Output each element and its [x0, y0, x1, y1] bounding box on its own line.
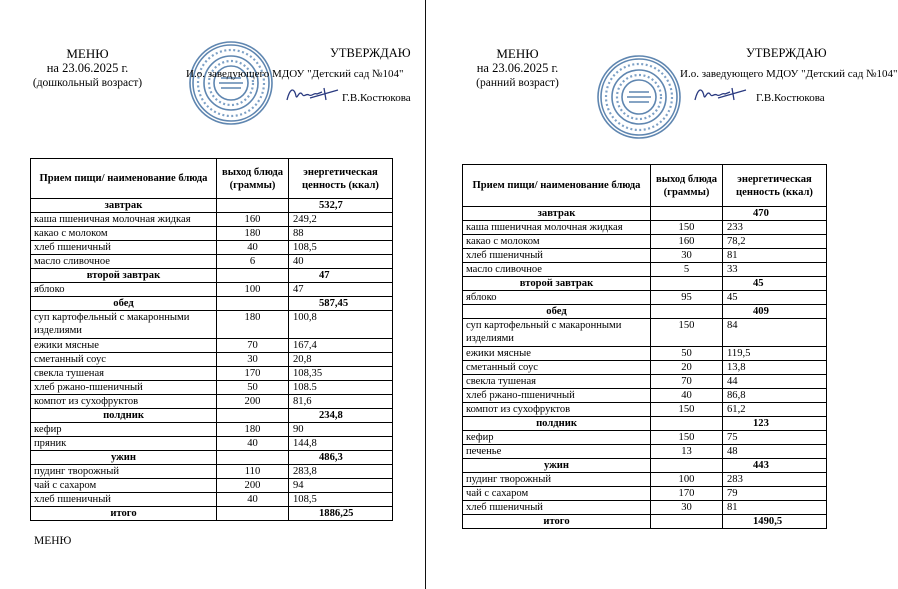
- dish-name: масло сливочное: [463, 263, 651, 277]
- dish-row: [463, 361, 827, 375]
- meal-name: обед: [463, 305, 651, 319]
- dish-name: пряник: [31, 437, 217, 451]
- meal-row: [463, 459, 827, 473]
- dish-name: яблоко: [31, 283, 217, 297]
- approval-block: [186, 0, 425, 110]
- dish-yield: 30: [651, 249, 723, 263]
- dish-name: хлеб пшеничный: [31, 493, 217, 507]
- meal-energy-total: 470: [723, 207, 827, 221]
- meal-row: [463, 277, 827, 291]
- dish-yield: 40: [217, 437, 289, 451]
- dish-energy: 61,2: [723, 403, 827, 417]
- dish-energy: 108.5: [289, 381, 393, 395]
- dish-name: кефир: [463, 431, 651, 445]
- meal-energy-total: 45: [723, 277, 827, 291]
- dish-row: [463, 501, 827, 515]
- meal-row: [31, 269, 393, 283]
- meal-energy-total: 587,45: [289, 297, 393, 311]
- dish-row: [31, 423, 393, 437]
- meal-row: [31, 409, 393, 423]
- column-header-energy: энергетическая ценность (ккал): [723, 165, 827, 207]
- dish-name: какао с молоком: [463, 235, 651, 249]
- dish-energy: 81: [723, 249, 827, 263]
- column-header-dish: Прием пищи/ наименование блюда: [31, 159, 217, 199]
- dish-row: [463, 291, 827, 305]
- approval-organization: И.о. заведующего МДОУ "Детский сад №104": [186, 68, 404, 80]
- menu-table: [462, 164, 827, 529]
- dish-yield: 50: [217, 381, 289, 395]
- dish-energy: 40: [289, 255, 393, 269]
- dish-yield: 100: [217, 283, 289, 297]
- meal-row: [463, 417, 827, 431]
- dish-yield: [651, 459, 723, 473]
- menu-age-group: (ранний возраст): [476, 77, 559, 89]
- dish-row: [463, 347, 827, 361]
- meal-energy-total: 1490,5: [723, 515, 827, 529]
- dish-energy: 108,5: [289, 493, 393, 507]
- dish-row: [463, 473, 827, 487]
- dish-yield: 170: [217, 367, 289, 381]
- meal-name: полдник: [31, 409, 217, 423]
- meal-name: ужин: [31, 451, 217, 465]
- meal-name: итого: [463, 515, 651, 529]
- dish-yield: [217, 199, 289, 213]
- dish-yield: 160: [651, 235, 723, 249]
- dish-name: печенье: [463, 445, 651, 459]
- dish-yield: 150: [651, 319, 723, 347]
- dish-row: [31, 395, 393, 409]
- dish-yield: 200: [217, 479, 289, 493]
- dish-yield: [651, 207, 723, 221]
- dish-yield: [217, 451, 289, 465]
- dish-row: [463, 221, 827, 235]
- dish-row: [463, 375, 827, 389]
- meal-energy-total: 532,7: [289, 199, 393, 213]
- dish-row: [463, 263, 827, 277]
- dish-yield: 110: [217, 465, 289, 479]
- dish-energy: 119,5: [723, 347, 827, 361]
- dish-yield: 95: [651, 291, 723, 305]
- dish-yield: 6: [217, 255, 289, 269]
- dish-yield: [217, 269, 289, 283]
- dish-name: масло сливочное: [31, 255, 217, 269]
- dish-yield: [217, 409, 289, 423]
- official-stamp: [596, 54, 682, 140]
- menu-title: МЕНЮ: [66, 46, 109, 61]
- dish-row: [31, 353, 393, 367]
- meal-name: завтрак: [31, 199, 217, 213]
- dish-yield: 13: [651, 445, 723, 459]
- dish-name: хлеб ржано-пшеничный: [31, 381, 217, 395]
- approver-name: Г.В.Костюкова: [342, 92, 411, 104]
- menu-panel-early-age: [426, 0, 898, 589]
- dish-name: свекла тушеная: [31, 367, 217, 381]
- dish-name: компот из сухофруктов: [31, 395, 217, 409]
- dish-energy: 84: [723, 319, 827, 347]
- meal-energy-total: 409: [723, 305, 827, 319]
- dish-row: [31, 381, 393, 395]
- dish-yield: [651, 515, 723, 529]
- menu-table: [30, 158, 393, 521]
- approval-heading: УТВЕРЖДАЮ: [330, 46, 411, 60]
- dish-name: свекла тушеная: [463, 375, 651, 389]
- meal-name: обед: [31, 297, 217, 311]
- dish-row: [31, 465, 393, 479]
- dish-energy: 45: [723, 291, 827, 305]
- total-row: [463, 515, 827, 529]
- dish-name: чай с сахаром: [463, 487, 651, 501]
- column-header-yield: выход блюда (граммы): [217, 159, 289, 199]
- dish-row: [31, 213, 393, 227]
- dish-row: [463, 319, 827, 347]
- dish-row: [463, 249, 827, 263]
- signature: [284, 84, 340, 106]
- dish-row: [31, 227, 393, 241]
- menu-panel-preschool: [0, 0, 425, 589]
- dish-row: [31, 493, 393, 507]
- dish-yield: 20: [651, 361, 723, 375]
- dish-yield: [651, 417, 723, 431]
- dish-energy: 78,2: [723, 235, 827, 249]
- dish-energy: 81,6: [289, 395, 393, 409]
- dish-energy: 86,8: [723, 389, 827, 403]
- menu-title: МЕНЮ: [496, 46, 539, 61]
- meal-energy-total: 234,8: [289, 409, 393, 423]
- dish-yield: 70: [651, 375, 723, 389]
- column-header-energy: энергетическая ценность (ккал): [289, 159, 393, 199]
- menu-date: на 23.06.2025 г.: [476, 61, 559, 75]
- dish-yield: 150: [651, 431, 723, 445]
- dish-name: сметанный соус: [463, 361, 651, 375]
- signature: [692, 84, 748, 106]
- dish-row: [463, 431, 827, 445]
- column-header-yield: выход блюда (граммы): [651, 165, 723, 207]
- dish-name: чай с сахаром: [31, 479, 217, 493]
- dish-name: какао с молоком: [31, 227, 217, 241]
- dish-name: кефир: [31, 423, 217, 437]
- dish-energy: 167,4: [289, 339, 393, 353]
- dish-yield: 200: [217, 395, 289, 409]
- dish-energy: 144,8: [289, 437, 393, 451]
- meal-row: [463, 207, 827, 221]
- dish-energy: 47: [289, 283, 393, 297]
- dish-energy: 94: [289, 479, 393, 493]
- dish-energy: 13,8: [723, 361, 827, 375]
- dish-energy: 108,35: [289, 367, 393, 381]
- meal-row: [31, 451, 393, 465]
- dish-energy: 75: [723, 431, 827, 445]
- menu-header: [20, 46, 155, 91]
- table-header-row: [463, 165, 827, 207]
- footer-label: МЕНЮ: [34, 535, 72, 547]
- dish-yield: 180: [217, 311, 289, 339]
- dish-yield: 40: [217, 493, 289, 507]
- dish-name: пудинг творожный: [463, 473, 651, 487]
- meal-name: полдник: [463, 417, 651, 431]
- dish-name: хлеб ржано-пшеничный: [463, 389, 651, 403]
- column-header-dish: Прием пищи/ наименование блюда: [463, 165, 651, 207]
- dish-energy: 233: [723, 221, 827, 235]
- dish-energy: 88: [289, 227, 393, 241]
- dish-row: [31, 311, 393, 339]
- meal-name: второй завтрак: [31, 269, 217, 283]
- meal-name: завтрак: [463, 207, 651, 221]
- dish-energy: 33: [723, 263, 827, 277]
- dish-name: хлеб пшеничный: [463, 501, 651, 515]
- dish-name: сметанный соус: [31, 353, 217, 367]
- meal-name: ужин: [463, 459, 651, 473]
- dish-yield: 160: [217, 213, 289, 227]
- meal-energy-total: 47: [289, 269, 393, 283]
- dish-energy: 44: [723, 375, 827, 389]
- dish-yield: [651, 305, 723, 319]
- dish-row: [31, 241, 393, 255]
- dish-row: [31, 339, 393, 353]
- approval-organization: И.о. заведующего МДОУ "Детский сад №104": [680, 68, 898, 80]
- dish-energy: 283,8: [289, 465, 393, 479]
- meal-energy-total: 443: [723, 459, 827, 473]
- total-row: [31, 507, 393, 521]
- dish-row: [31, 367, 393, 381]
- approval-heading: УТВЕРЖДАЮ: [746, 46, 827, 60]
- dish-yield: 70: [217, 339, 289, 353]
- dish-row: [463, 403, 827, 417]
- dish-name: ежики мясные: [463, 347, 651, 361]
- menu-age-group: (дошкольный возраст): [32, 77, 143, 89]
- dish-name: каша пшеничная молочная жидкая: [31, 213, 217, 227]
- dish-energy: 283: [723, 473, 827, 487]
- dish-name: яблоко: [463, 291, 651, 305]
- dish-energy: 100,8: [289, 311, 393, 339]
- dish-name: пудинг творожный: [31, 465, 217, 479]
- dish-row: [31, 479, 393, 493]
- meal-name: итого: [31, 507, 217, 521]
- menu-date: на 23.06.2025 г.: [46, 61, 129, 75]
- dish-name: хлеб пшеничный: [31, 241, 217, 255]
- dish-name: компот из сухофруктов: [463, 403, 651, 417]
- dish-yield: 40: [217, 241, 289, 255]
- dish-name: каша пшеничная молочная жидкая: [463, 221, 651, 235]
- meal-energy-total: 486,3: [289, 451, 393, 465]
- dish-energy: 90: [289, 423, 393, 437]
- approver-name: Г.В.Костюкова: [756, 92, 825, 104]
- dish-yield: 180: [217, 423, 289, 437]
- dish-yield: 5: [651, 263, 723, 277]
- dish-yield: 150: [651, 221, 723, 235]
- dish-yield: 150: [651, 403, 723, 417]
- meal-row: [31, 297, 393, 311]
- dish-energy: 249,2: [289, 213, 393, 227]
- menu-header: [450, 46, 585, 91]
- dish-yield: 180: [217, 227, 289, 241]
- dish-energy: 108,5: [289, 241, 393, 255]
- dish-row: [463, 389, 827, 403]
- dish-yield: [217, 507, 289, 521]
- dish-row: [31, 255, 393, 269]
- dish-name: ежики мясные: [31, 339, 217, 353]
- dish-yield: 40: [651, 389, 723, 403]
- dish-yield: 30: [651, 501, 723, 515]
- dish-yield: [651, 277, 723, 291]
- dish-energy: 48: [723, 445, 827, 459]
- meal-row: [463, 305, 827, 319]
- dish-name: суп картофельный с макаронными изделиями: [463, 319, 651, 347]
- meal-energy-total: 123: [723, 417, 827, 431]
- dish-yield: 170: [651, 487, 723, 501]
- dish-energy: 20,8: [289, 353, 393, 367]
- dish-row: [31, 283, 393, 297]
- dish-energy: 81: [723, 501, 827, 515]
- dish-energy: 79: [723, 487, 827, 501]
- dish-yield: 100: [651, 473, 723, 487]
- meal-row: [31, 199, 393, 213]
- table-header-row: [31, 159, 393, 199]
- dish-row: [463, 235, 827, 249]
- meal-name: второй завтрак: [463, 277, 651, 291]
- dish-name: суп картофельный с макаронными изделиями: [31, 311, 217, 339]
- dish-yield: 30: [217, 353, 289, 367]
- dish-row: [31, 437, 393, 451]
- dish-yield: [217, 297, 289, 311]
- dish-name: хлеб пшеничный: [463, 249, 651, 263]
- dish-row: [463, 445, 827, 459]
- meal-energy-total: 1886,25: [289, 507, 393, 521]
- approval-block: [680, 0, 898, 110]
- dish-row: [463, 487, 827, 501]
- dish-yield: 50: [651, 347, 723, 361]
